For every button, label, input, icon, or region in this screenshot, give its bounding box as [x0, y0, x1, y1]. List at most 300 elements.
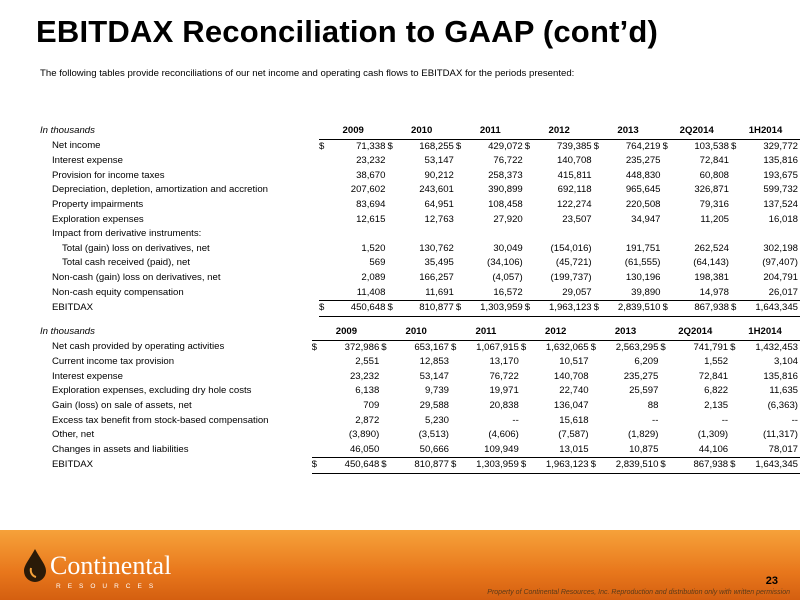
value-cell: 64,951	[424, 198, 454, 210]
value-cell: 1,432,453	[755, 341, 798, 353]
column-header: 2011	[456, 124, 525, 139]
value-cell: 220,508	[625, 198, 661, 210]
property-notice: Property of Continental Resources, Inc. Reproduction and distribution only with written permission	[487, 589, 790, 596]
value-cell: --	[791, 414, 798, 426]
currency-symbol	[730, 370, 740, 385]
table-row	[40, 399, 800, 414]
currency-symbol: $	[525, 301, 535, 317]
currency-symbol	[663, 183, 673, 198]
table-header-row	[40, 124, 800, 139]
value-cell: 1,643,345	[741, 301, 800, 317]
row-label: Non-cash (gain) loss on derivatives, net	[52, 271, 221, 283]
table-row	[40, 183, 800, 198]
currency-symbol	[731, 227, 741, 242]
table-row	[40, 154, 800, 169]
value-cell: 88	[647, 399, 659, 411]
value-cell: 72,841	[699, 155, 729, 167]
currency-symbol	[456, 242, 466, 257]
company-logo-text: Continental	[50, 551, 172, 580]
currency-symbol	[456, 169, 466, 184]
currency-symbol: $	[319, 140, 325, 152]
value-cell: 429,072	[488, 140, 523, 152]
value-cell: 140,708	[553, 370, 589, 382]
value-cell: 135,816	[763, 155, 798, 167]
currency-symbol: $	[455, 140, 462, 152]
currency-symbol	[594, 256, 604, 271]
currency-symbol	[731, 213, 741, 228]
currency-symbol	[591, 428, 601, 443]
value-cell: 140,708	[556, 155, 592, 167]
value-cell: 83,694	[356, 198, 386, 210]
value-cell	[534, 227, 593, 242]
currency-symbol: $	[312, 458, 322, 474]
currency-symbol: $	[731, 140, 737, 152]
row-label: Exploration expenses	[52, 213, 144, 225]
currency-symbol	[451, 384, 461, 399]
value-cell: 35,495	[424, 257, 454, 269]
value-cell: (199,737)	[550, 271, 592, 283]
currency-symbol: $	[663, 301, 673, 317]
value-cell: 122,274	[556, 198, 592, 210]
currency-symbol: $	[311, 341, 317, 353]
value-cell: 60,808	[699, 169, 729, 181]
value-cell: 29,057	[562, 286, 592, 298]
column-header: 2009	[319, 124, 387, 139]
currency-symbol	[525, 154, 535, 169]
value-cell: 166,257	[419, 271, 454, 283]
value-cell: 599,732	[763, 184, 798, 196]
row-label: Current income tax provision	[52, 356, 175, 368]
value-cell: 108,458	[488, 198, 523, 210]
column-header: 1H2014	[730, 325, 800, 340]
row-label: Gain (loss) on sale of assets, net	[52, 399, 192, 411]
column-header: 2012	[521, 325, 591, 340]
currency-symbol	[660, 399, 670, 414]
value-cell: 1,067,915	[476, 341, 519, 353]
currency-symbol	[660, 384, 670, 399]
value-cell: (4,606)	[488, 429, 519, 441]
value-cell: 692,118	[557, 184, 592, 196]
value-cell: 12,615	[356, 213, 386, 225]
value-cell: 137,524	[763, 198, 798, 210]
currency-symbol	[381, 414, 391, 429]
column-header: 2009	[312, 325, 382, 340]
value-cell: 76,722	[489, 370, 519, 382]
value-cell: 198,381	[694, 271, 729, 283]
currency-symbol	[387, 242, 397, 257]
value-cell: 34,947	[631, 213, 661, 225]
currency-symbol	[591, 355, 601, 370]
value-cell	[329, 227, 388, 242]
value-cell: 2,563,295	[615, 341, 659, 353]
currency-symbol	[456, 271, 466, 286]
currency-symbol	[521, 370, 531, 385]
currency-symbol: $	[590, 341, 596, 353]
currency-symbol	[319, 227, 329, 242]
row-label: Exploration expenses, excluding dry hole costs	[52, 385, 252, 397]
value-cell: (7,587)	[558, 429, 589, 441]
value-cell: 44,106	[698, 443, 729, 455]
currency-symbol	[731, 242, 741, 257]
currency-symbol	[594, 154, 604, 169]
currency-symbol	[525, 198, 535, 213]
value-cell: (11,317)	[762, 429, 798, 441]
units-label: In thousands	[40, 125, 95, 137]
value-cell: 11,205	[700, 213, 729, 225]
currency-symbol	[456, 256, 466, 271]
table-row	[40, 139, 800, 154]
value-cell: 2,839,510	[601, 458, 661, 474]
value-cell: 25,597	[629, 385, 659, 397]
value-cell: 262,524	[694, 242, 729, 254]
currency-symbol	[381, 384, 391, 399]
value-cell: 2,551	[355, 356, 380, 368]
value-cell: 867,938	[672, 301, 731, 317]
currency-symbol	[591, 399, 601, 414]
currency-symbol	[456, 286, 466, 301]
currency-symbol	[730, 443, 740, 458]
currency-symbol: $	[524, 140, 531, 152]
row-label: Other, net	[52, 429, 95, 441]
table-row	[40, 384, 800, 399]
currency-symbol: $	[660, 341, 666, 353]
currency-symbol	[521, 443, 531, 458]
table-row	[40, 414, 800, 429]
value-cell: 448,830	[625, 169, 661, 181]
value-cell: 53,147	[424, 155, 454, 167]
currency-symbol	[594, 213, 604, 228]
value-cell: 569	[369, 257, 386, 269]
currency-symbol	[730, 414, 740, 429]
currency-symbol	[594, 227, 604, 242]
currency-symbol	[381, 428, 391, 443]
value-cell: 6,209	[634, 356, 659, 368]
currency-symbol	[319, 169, 329, 184]
currency-symbol	[591, 384, 601, 399]
table-row	[40, 443, 800, 458]
currency-symbol	[525, 169, 535, 184]
column-header: 1H2014	[731, 124, 800, 139]
value-cell: 29,588	[419, 399, 450, 411]
column-header: 2013	[594, 124, 663, 139]
value-cell: 965,645	[625, 184, 661, 196]
currency-symbol	[730, 384, 740, 399]
row-label: EBITDAX	[52, 302, 94, 314]
value-cell: 103,538	[694, 140, 729, 152]
table-row	[40, 340, 800, 355]
value-cell: (45,721)	[555, 257, 592, 269]
value-cell: 46,050	[349, 443, 380, 455]
currency-symbol	[525, 286, 535, 301]
net-income-reconciliation-table	[40, 124, 800, 317]
currency-symbol: $	[451, 458, 461, 474]
table-row	[40, 271, 800, 286]
value-cell: 168,255	[419, 140, 454, 152]
value-cell: --	[721, 414, 729, 426]
table-row	[40, 301, 800, 317]
value-cell: 709	[363, 399, 380, 411]
value-cell: 30,049	[493, 242, 523, 254]
value-cell: 10,875	[629, 443, 659, 455]
value-cell: (1,309)	[697, 429, 729, 441]
column-header: 2010	[381, 325, 451, 340]
oil-drop-logo-icon	[22, 548, 48, 582]
value-cell: (4,057)	[492, 271, 523, 283]
currency-symbol: $	[594, 301, 604, 317]
value-cell: 2,135	[704, 399, 729, 411]
currency-symbol	[663, 271, 673, 286]
currency-symbol	[731, 169, 741, 184]
value-cell: 10,517	[559, 356, 589, 368]
currency-symbol	[312, 355, 322, 370]
value-cell	[741, 227, 800, 242]
currency-symbol	[525, 213, 535, 228]
currency-symbol: $	[520, 341, 527, 353]
value-cell: 867,938	[670, 458, 730, 474]
value-cell: 130,762	[419, 242, 454, 254]
currency-symbol	[381, 370, 391, 385]
value-cell: 191,751	[625, 242, 661, 254]
row-label: Total (gain) loss on derivatives, net	[62, 242, 210, 254]
currency-symbol: $	[591, 458, 601, 474]
currency-symbol	[387, 271, 397, 286]
currency-symbol	[451, 414, 461, 429]
value-cell: 19,971	[489, 385, 519, 397]
table-row	[40, 169, 800, 184]
currency-symbol	[319, 154, 329, 169]
value-cell: 12,853	[419, 356, 450, 368]
currency-symbol	[451, 370, 461, 385]
currency-symbol	[387, 286, 397, 301]
value-cell: 1,552	[704, 356, 729, 368]
currency-symbol: $	[593, 140, 599, 152]
table-row	[40, 242, 800, 257]
currency-symbol	[319, 271, 329, 286]
currency-symbol	[730, 428, 740, 443]
currency-symbol	[594, 198, 604, 213]
value-cell: 810,877	[391, 458, 451, 474]
value-cell: 450,648	[322, 458, 382, 474]
page-title: EBITDAX Reconciliation to GAAP (cont’d)	[36, 14, 659, 49]
currency-symbol	[594, 286, 604, 301]
value-cell: 130,196	[625, 271, 661, 283]
value-cell: 109,949	[484, 443, 519, 455]
currency-symbol	[319, 242, 329, 257]
value-cell: 1,632,065	[545, 341, 589, 353]
row-label: Property impairments	[52, 198, 144, 210]
value-cell: (6,363)	[767, 399, 798, 411]
currency-symbol: $	[662, 140, 668, 152]
value-cell: 450,648	[329, 301, 388, 317]
currency-symbol	[594, 271, 604, 286]
value-cell: 1,303,959	[466, 301, 525, 317]
currency-symbol	[451, 399, 461, 414]
currency-symbol	[319, 183, 329, 198]
currency-symbol	[312, 370, 322, 385]
value-cell: 204,791	[763, 271, 798, 283]
value-cell: 1,963,123	[534, 301, 593, 317]
currency-symbol	[731, 154, 741, 169]
value-cell: 1,643,345	[740, 458, 800, 474]
table-header-row	[40, 325, 800, 340]
value-cell: 653,167	[414, 341, 450, 353]
column-header: 2012	[525, 124, 594, 139]
currency-symbol: $	[387, 140, 393, 152]
value-cell: (1,829)	[628, 429, 659, 441]
value-cell: 136,047	[553, 399, 589, 411]
currency-symbol	[387, 198, 397, 213]
value-cell: 6,822	[704, 385, 729, 397]
currency-symbol: $	[387, 301, 397, 317]
currency-symbol	[731, 183, 741, 198]
currency-symbol	[663, 169, 673, 184]
currency-symbol	[521, 414, 531, 429]
value-cell: 76,722	[493, 155, 523, 167]
currency-symbol	[731, 286, 741, 301]
value-cell: 302,198	[763, 242, 798, 254]
currency-symbol	[312, 384, 322, 399]
value-cell: (3,513)	[418, 429, 450, 441]
value-cell: 3,104	[773, 356, 798, 368]
value-cell: (97,407)	[762, 257, 798, 269]
value-cell: 1,963,123	[531, 458, 591, 474]
currency-symbol	[663, 154, 673, 169]
currency-symbol	[521, 399, 531, 414]
currency-symbol	[660, 370, 670, 385]
currency-symbol	[387, 169, 397, 184]
currency-symbol	[456, 198, 466, 213]
value-cell: 135,816	[763, 370, 798, 382]
value-cell: 1,303,959	[461, 458, 521, 474]
currency-symbol	[387, 213, 397, 228]
value-cell: 741,791	[693, 341, 729, 353]
currency-symbol: $	[730, 341, 736, 353]
value-cell: 23,507	[562, 213, 592, 225]
currency-symbol	[312, 428, 322, 443]
value-cell: 16,018	[768, 213, 798, 225]
row-label: Interest expense	[52, 155, 123, 167]
currency-symbol	[312, 399, 322, 414]
value-cell: 390,899	[488, 184, 523, 196]
value-cell: 326,871	[694, 184, 729, 196]
currency-symbol: $	[319, 301, 329, 317]
currency-symbol	[663, 256, 673, 271]
currency-symbol	[731, 271, 741, 286]
value-cell: 90,212	[424, 169, 454, 181]
value-cell: 20,838	[489, 399, 519, 411]
table-row	[40, 428, 800, 443]
table-row	[40, 458, 800, 474]
row-label: Depreciation, depletion, amortization and accretion	[52, 184, 268, 196]
value-cell: 11,408	[356, 286, 386, 298]
currency-symbol	[456, 213, 466, 228]
value-cell: 11,691	[425, 286, 454, 298]
company-logo-subtext: RESOURCES	[56, 583, 161, 590]
currency-symbol	[381, 355, 391, 370]
value-cell: 258,373	[488, 169, 523, 181]
currency-symbol: $	[731, 301, 741, 317]
currency-symbol	[451, 443, 461, 458]
column-header: 2Q2014	[663, 124, 732, 139]
column-header: 2010	[387, 124, 455, 139]
value-cell: 235,275	[623, 370, 659, 382]
currency-symbol	[660, 443, 670, 458]
currency-symbol	[387, 227, 397, 242]
value-cell: 79,316	[699, 198, 729, 210]
row-label: Excess tax benefit from stock-based compensation	[52, 414, 269, 426]
table-row	[40, 213, 800, 228]
row-label: Net income	[52, 140, 101, 152]
currency-symbol: $	[381, 458, 391, 474]
value-cell: 329,772	[763, 140, 798, 152]
currency-symbol	[525, 256, 535, 271]
currency-symbol	[319, 256, 329, 271]
value-cell: 71,338	[356, 140, 386, 152]
currency-symbol	[663, 227, 673, 242]
currency-symbol	[456, 154, 466, 169]
value-cell: 810,877	[397, 301, 456, 317]
value-cell: 22,740	[559, 385, 589, 397]
currency-symbol	[525, 242, 535, 257]
table-row	[40, 355, 800, 370]
currency-symbol	[451, 355, 461, 370]
value-cell: 1,520	[361, 242, 386, 254]
currency-symbol	[591, 370, 601, 385]
value-cell: 9,739	[425, 385, 450, 397]
currency-symbol	[319, 213, 329, 228]
currency-symbol	[525, 227, 535, 242]
table-row	[40, 286, 800, 301]
page-number: 23	[765, 575, 778, 587]
value-cell: 23,232	[356, 155, 386, 167]
value-cell: 72,841	[698, 370, 729, 382]
value-cell: 23,232	[349, 370, 380, 382]
value-cell: 243,601	[419, 184, 454, 196]
row-label: Interest expense	[52, 370, 123, 382]
value-cell: 739,385	[556, 140, 592, 152]
currency-symbol	[381, 443, 391, 458]
currency-symbol	[663, 242, 673, 257]
currency-symbol	[521, 428, 531, 443]
operating-cash-flow-reconciliation-table	[40, 325, 800, 474]
page-subtitle: The following tables provide reconciliations of our net income and operating cash flows to EBITDAX for the periods presented:	[40, 68, 575, 79]
value-cell: 207,602	[350, 184, 386, 196]
value-cell: 2,872	[355, 414, 380, 426]
currency-symbol	[521, 355, 531, 370]
table-row	[40, 256, 800, 271]
currency-symbol	[456, 183, 466, 198]
table-row	[40, 370, 800, 385]
value-cell: 12,763	[424, 213, 454, 225]
value-cell: 5,230	[425, 414, 450, 426]
column-header: 2Q2014	[660, 325, 730, 340]
currency-symbol	[319, 286, 329, 301]
value-cell: 193,675	[763, 169, 798, 181]
row-label: Impact from derivative instruments:	[52, 228, 202, 240]
value-cell: 16,572	[493, 286, 523, 298]
value-cell: 27,920	[493, 213, 523, 225]
currency-symbol	[660, 355, 670, 370]
row-label: Changes in assets and liabilities	[52, 444, 189, 455]
value-cell: 13,170	[489, 356, 519, 368]
table-row	[40, 227, 800, 242]
column-header: 2013	[591, 325, 661, 340]
value-cell: 14,978	[699, 286, 729, 298]
column-header: 2011	[451, 325, 521, 340]
currency-symbol	[731, 256, 741, 271]
currency-symbol	[521, 384, 531, 399]
value-cell: 15,618	[559, 414, 589, 426]
